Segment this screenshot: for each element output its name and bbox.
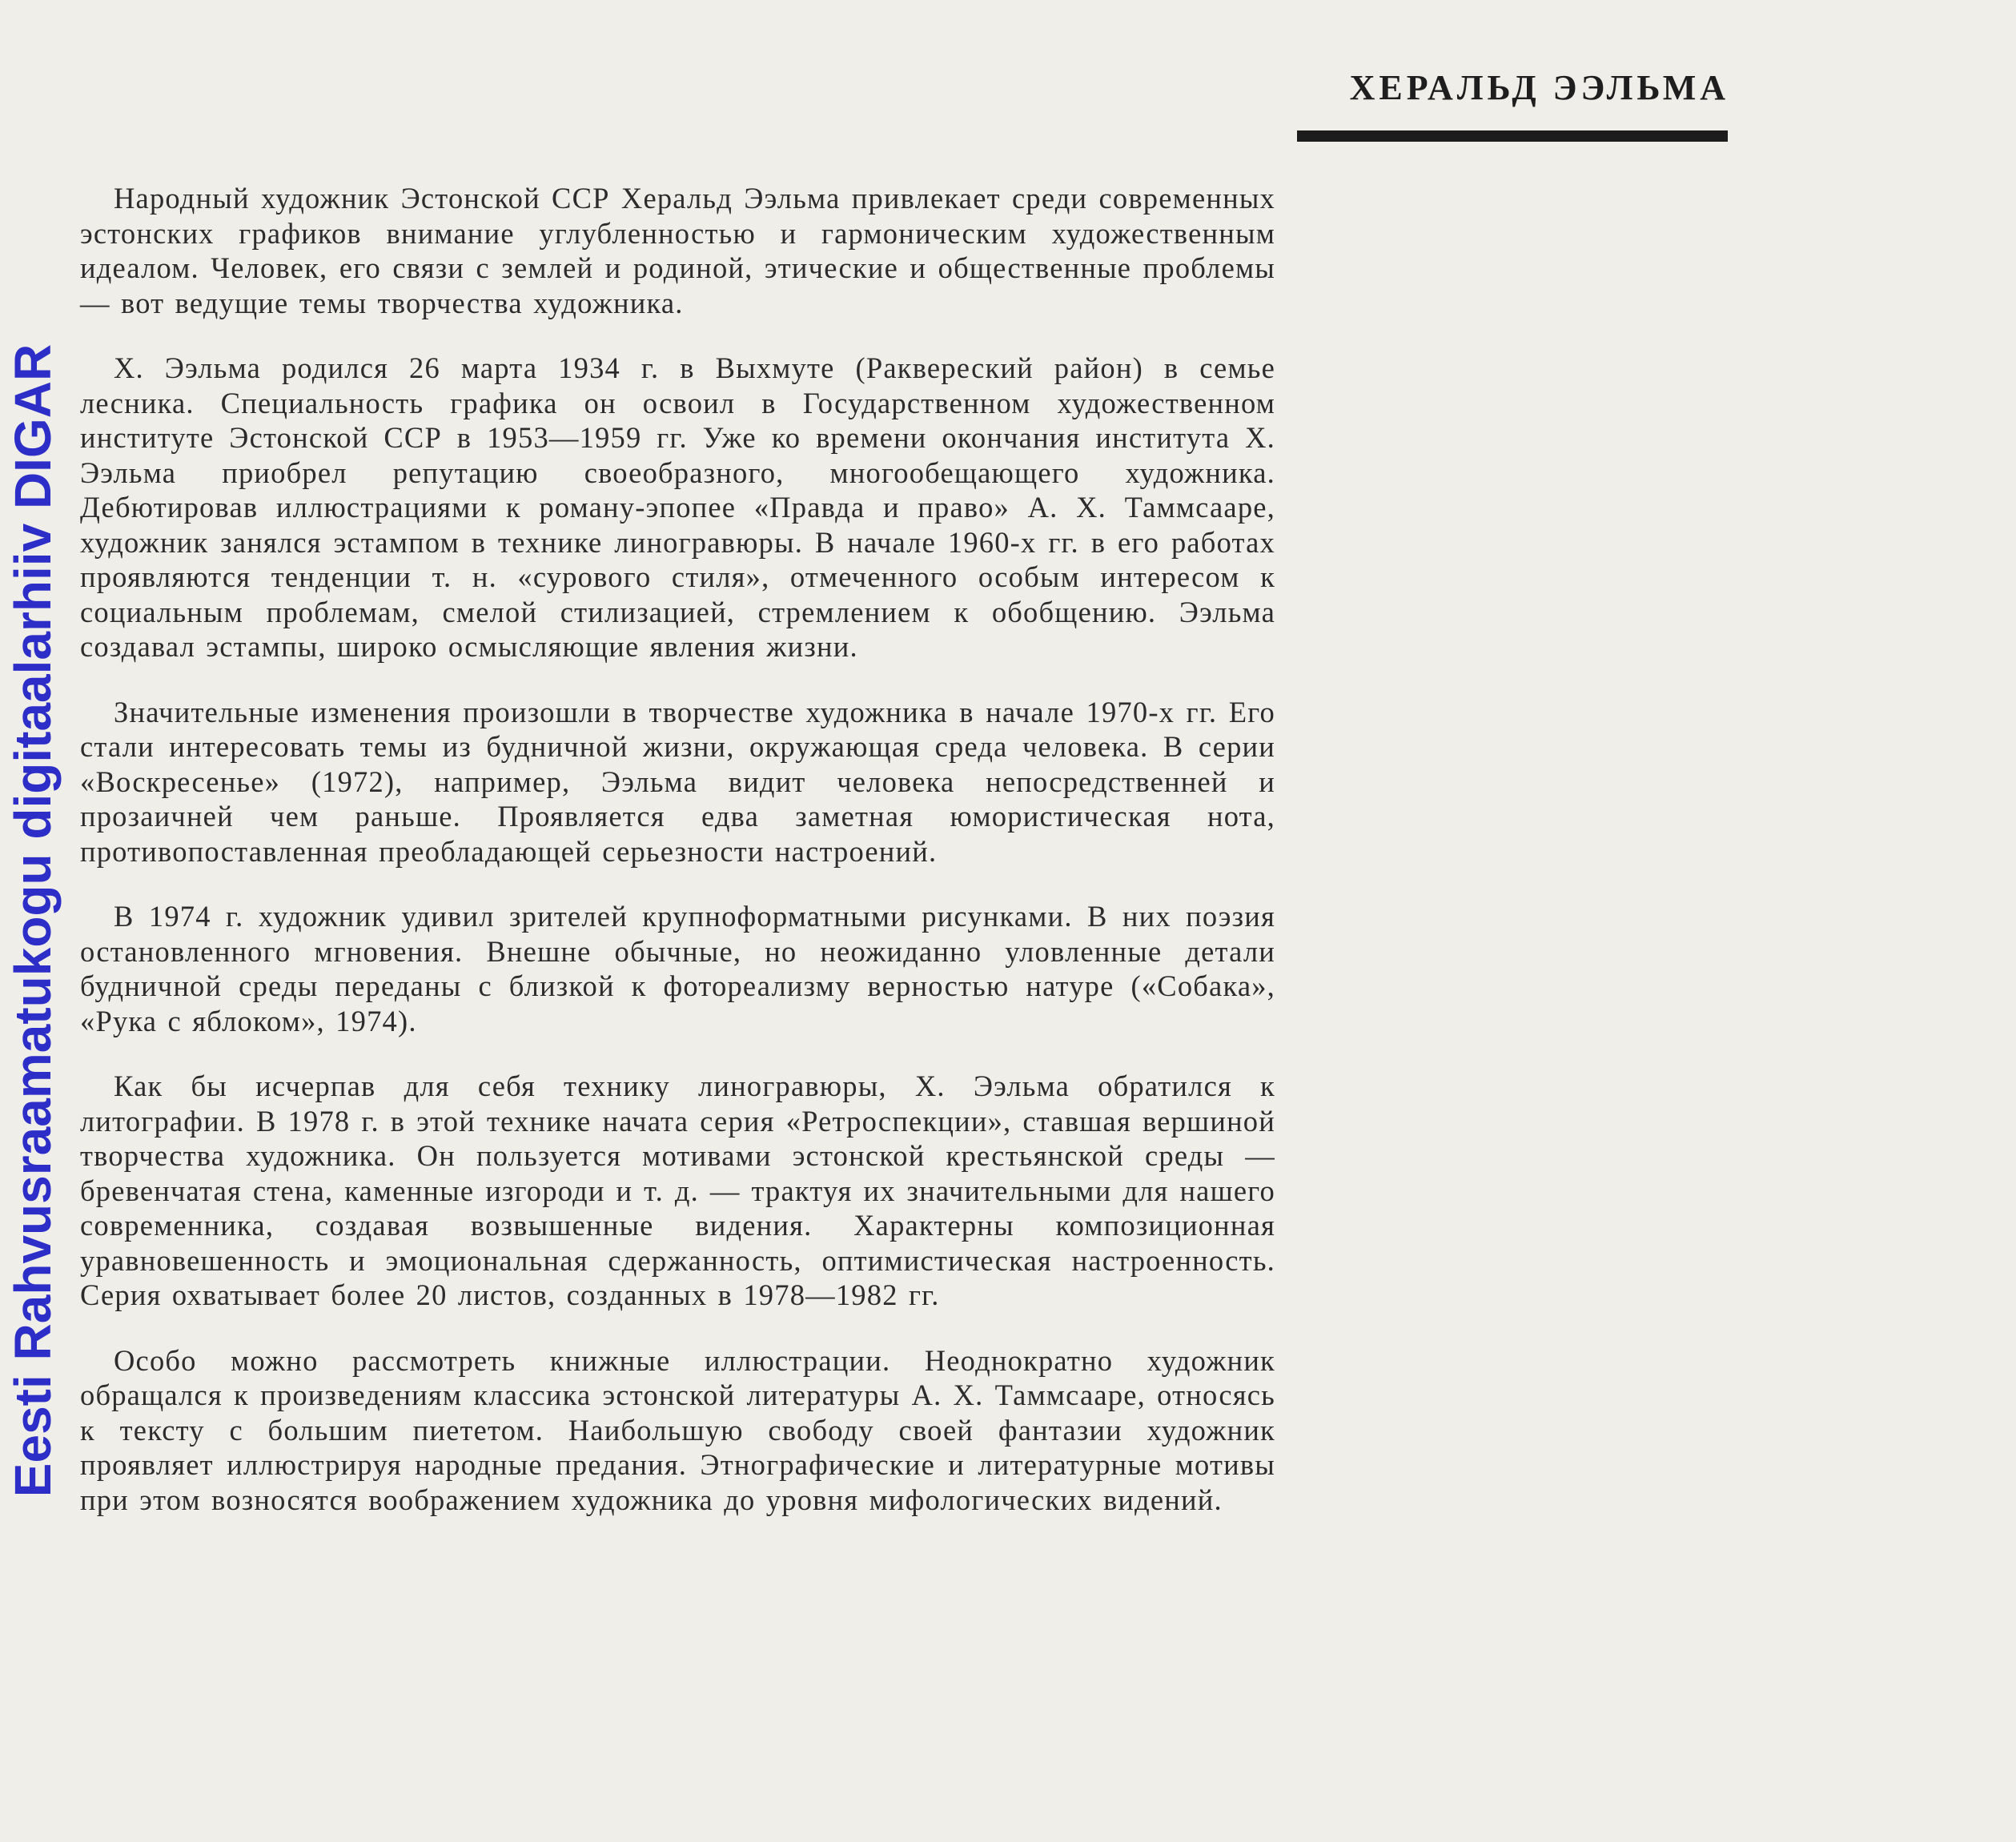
paragraph-3: Значительные изменения произошли в творчестве художника в начале 1970-х гг. Его стали интересовать темы из будничной жизни, окружающая среда человека. В серии «Воскресенье» (1972), например, Ээльма видит человека непосредственней и прозаичней чем раньше. Проявляется едва заметная юмористическая нота, противопоставленная преобладающей серьезности настроений. xyxy=(80,695,1275,868)
watermark-text: Eesti Rahvusraamatukogu digitaalarhiiv DIGAR xyxy=(4,343,62,1498)
paragraph-4: В 1974 г. художник удивил зрителей крупноформатными рисунками. В них поэзия остановленного мгновения. Внешне обычные, но неожиданно уловленные детали будничной среды переданы с близкой к фотореализму верностью натуре («Собака», «Рука с яблоком», 1974). xyxy=(80,900,1275,1037)
article-body xyxy=(80,181,1275,1547)
page-title: ХЕРАЛЬД ЭЭЛЬМА xyxy=(1349,68,1729,107)
digar-watermark xyxy=(0,0,66,1842)
paragraph-6: Особо можно рассмотреть книжные иллюстрации. Неоднократно художник обращался к произведениям классика эстонской литературы А. Х. Таммсааре, относясь к тексту с большим пиететом. Наибольшую свободу своей фантазии художник проявляет иллюстрируя народные предания. Этнографические и литературные мотивы при этом возносятся воображением художника до уровня мифологических видений. xyxy=(80,1343,1275,1516)
paragraph-2: Х. Ээльма родился 26 марта 1934 г. в Выхмуте (Раквереский район) в семье лесника. Специальность графика он освоил в Государственном художественном институте Эстонской ССР в 1953—1959 гг. Уже ко времени окончания института Х. Ээльма приобрел репутацию своеобразного, многообещающего художника. Дебютировав иллюстрациями к роману-эпопее «Правда и право» А. Х. Таммсааре, художник занялся эстампом в технике линогравюры. В начале 1960-х гг. в его работах проявляются тенденции т. н. «сурового стиля», отмеченного особым интересом к социальным проблемам, смелой стилизацией, стремлением к обобщению. Ээльма создавал эстампы, широко осмысляющие явления жизни. xyxy=(80,351,1275,663)
paragraph-1: Народный художник Эстонской ССР Херальд Ээльма привлекает среди современных эстонских графиков внимание углубленностью и гармоническим художественным идеалом. Человек, его связи с землей и родиной, этические и общественные проблемы — вот ведущие темы творчества художника. xyxy=(80,182,1275,319)
title-underline-rule xyxy=(1297,130,1728,142)
paragraph-5: Как бы исчерпав для себя технику линогравюры, Х. Ээльма обратился к литографии. В 1978 г. в этой технике начата серия «Ретроспекции», ставшая вершиной творчества художника. Он пользуется мотивами эстонской крестьянской среды — бревенчатая стена, каменные изгороди и т. д. — трактуя их значительными для нашего современника, создавая возвышенные видения. Характерны композиционная уравновешенность и эмоциональная сдержанность, оптимистическая настроенность. Серия охватывает более 20 листов, созданных в 1978—1982 гг. xyxy=(80,1069,1275,1311)
